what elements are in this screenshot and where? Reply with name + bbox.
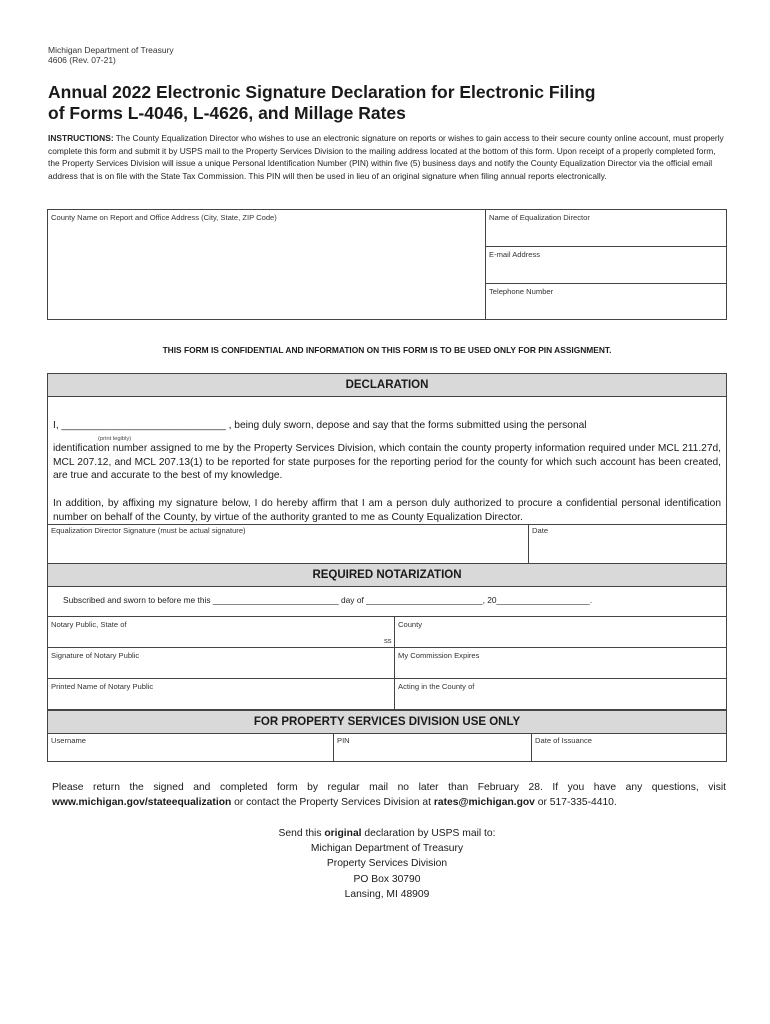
subscribed-sworn-line: Subscribed and sworn to before me this ___________________________ day of _________________________, 20____________________. [63, 595, 593, 605]
title-line-2: of Forms L-4046, L-4626, and Millage Rates [48, 103, 406, 123]
notary-signature-field[interactable] [48, 648, 394, 678]
director-name-label: Name of Equalization Director [489, 213, 590, 222]
print-legibly-label: (print legibly) [98, 436, 132, 442]
signature-date-field[interactable] [529, 525, 726, 565]
declaration-section [47, 397, 727, 565]
mailing-address-block [47, 826, 727, 902]
declaration-paragraph-2: In addition, by affixing my signature below, I do hereby affirm that I am a person duly authorized to procure a confidential personal identification number on behalf of the County, by virtue of the authority granted to me as County Equalization Director. [53, 498, 721, 523]
mailing-line-3: PO Box 30790 [353, 873, 421, 885]
director-signature-field[interactable] [48, 525, 528, 565]
rates-email-link[interactable]: rates@michigan.gov [433, 797, 535, 808]
email-label: E-mail Address [489, 250, 541, 259]
mailing-line-1: Michigan Department of Treasury [310, 843, 464, 855]
notary-row-3 [48, 678, 726, 709]
instructions [48, 132, 726, 182]
signature-date-label: Date [532, 526, 549, 535]
declaration-line-1: I, _____________________________ , being duly sworn, depose and say that the forms submitted using the personal [53, 420, 587, 431]
notary-printed-name-label: Printed Name of Notary Public [51, 682, 154, 691]
notary-row-2 [48, 647, 726, 678]
return-instructions [52, 780, 726, 810]
acting-county-label: Acting in the County of [398, 682, 475, 691]
ss-label: ss [384, 636, 392, 645]
declaration-heading: DECLARATION [47, 373, 727, 397]
notary-signature-label: Signature of Notary Public [51, 651, 140, 660]
mailing-intro-b: declaration by USPS mail to: [361, 828, 496, 839]
telephone-label: Telephone Number [489, 287, 554, 296]
telephone-field[interactable] [486, 284, 727, 321]
confidential-notice: THIS FORM IS CONFIDENTIAL AND INFORMATION ON THIS FORM IS TO BE USED ONLY FOR PIN ASSIGNMENT. [162, 345, 612, 355]
username-field[interactable] [48, 733, 333, 761]
form-number: 4606 (Rev. 07-21) [48, 55, 116, 65]
email-field[interactable] [486, 247, 727, 284]
county-info-box [47, 209, 727, 320]
notary-county-label: County [398, 620, 423, 629]
mailing-line-2: Property Services Division [326, 858, 448, 870]
notary-state-field[interactable] [48, 617, 394, 647]
notary-state-label: Notary Public, State of [51, 620, 127, 629]
declaration-paragraph-1: identification number assigned to me by the Property Services Division, which contain the county property information required under MCL 211.27d, MCL 207.12, and MCL 207.13(1) to be reported for state purposes for the reporting period for the county for which such account has been created, are true and accurate to the best of my knowledge. [53, 443, 721, 482]
instructions-label: INSTRUCTIONS: [48, 133, 114, 143]
psd-use-heading: FOR PROPERTY SERVICES DIVISION USE ONLY [47, 710, 727, 734]
notary-county-field[interactable] [395, 617, 726, 647]
notarization-heading: REQUIRED NOTARIZATION [47, 563, 727, 587]
commission-expires-label: My Commission Expires [398, 651, 480, 660]
page-title [48, 82, 708, 124]
commission-expires-field[interactable] [395, 648, 726, 678]
agency-name: Michigan Department of Treasury [48, 45, 174, 55]
director-name-field[interactable] [486, 210, 727, 247]
county-address-label: County Name on Report and Office Address (City, State, ZIP Code) [51, 213, 277, 222]
date-issuance-field[interactable] [532, 733, 726, 761]
signature-row [48, 524, 726, 565]
county-address-field[interactable] [48, 210, 486, 319]
notary-row-1 [48, 616, 726, 647]
date-issuance-label: Date of Issuance [535, 736, 592, 745]
username-label: Username [51, 736, 87, 745]
mailing-line-4: Lansing, MI 48909 [344, 888, 430, 900]
instructions-text: The County Equalization Director who wishes to use an electronic signature on reports or wishes to gain access to their secure county online account, must properly complete this form and submit it by USPS mail to the Property Services Division to the mailing address located at the bottom of this form. Upon receipt of a properly completed form, the Property Services Division will issue a unique Personal Identification Number (PIN) within five (5) business days and notify the County Equalization Director via the official email address that is on file with the State Tax Commission. This PIN will then be used in lieu of an original signature when filing annual reports electronically. [48, 133, 724, 181]
pin-field[interactable] [334, 733, 531, 761]
acting-county-field[interactable] [395, 679, 726, 709]
mailing-intro [47, 826, 727, 841]
mailing-intro-a: Send this [278, 828, 325, 839]
mailing-intro-bold: original [324, 828, 362, 839]
director-signature-label: Equalization Director Signature (must be actual signature) [51, 526, 246, 535]
notarization-section [47, 585, 727, 710]
return-text-b: or contact the Property Services Division at [231, 797, 434, 808]
psd-use-section [47, 733, 727, 762]
title-line-1: Annual 2022 Electronic Signature Declaration for Electronic Filing [48, 82, 596, 102]
return-text-a: Please return the signed and completed form by regular mail no later than February 28. If you have any questions, visit [52, 782, 726, 793]
notary-printed-name-field[interactable] [48, 679, 394, 709]
return-text-c: or 517-335-4410. [534, 797, 617, 808]
state-equalization-link[interactable]: www.michigan.gov/stateequalization [52, 797, 232, 808]
pin-label: PIN [337, 736, 350, 745]
